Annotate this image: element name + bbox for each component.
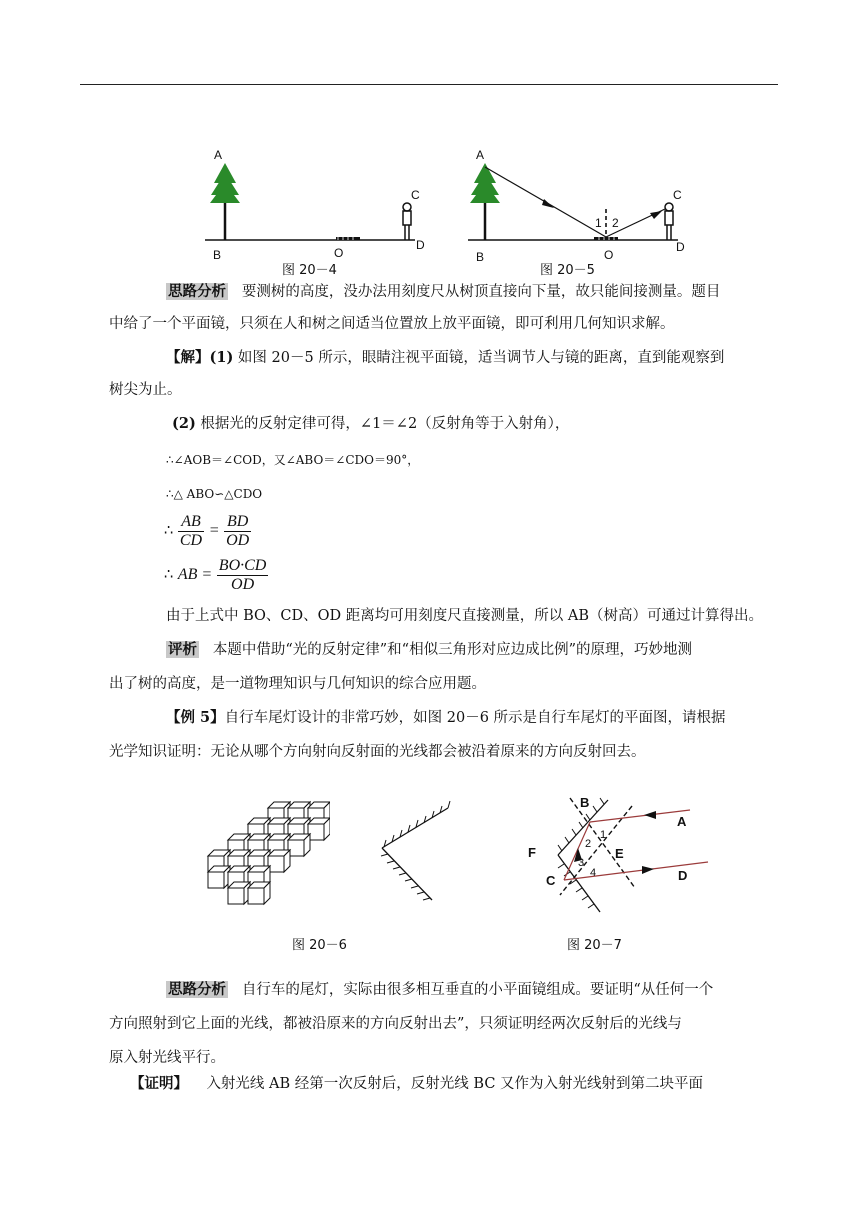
fig5-label-2: 2: [612, 216, 619, 230]
solution-text: 如图 20－5 所示，眼睛注视平面镜，适当调节人与镜的距离，直到能观察到: [237, 350, 725, 366]
figure-20-7: [520, 770, 720, 920]
fig4-label-a: A: [214, 148, 223, 162]
analysis-1-line-2: 中给了一个平面镜，只须在人和树之间适当位置放上放平面镜，即可利用几何知识求解。: [109, 316, 675, 332]
fig5-label-d: D: [676, 240, 685, 254]
figure-20-6-cubes: [200, 792, 330, 912]
example-5-tag: 【例 5】: [166, 709, 225, 726]
fig5-label-a: A: [476, 148, 485, 162]
therefore-symbol: ∴: [164, 523, 174, 539]
figure-20-4-caption: 图 20－4: [282, 263, 337, 278]
header-rule: [80, 84, 778, 85]
fig7-label-a: A: [677, 814, 687, 829]
fig4-label-o: O: [334, 246, 344, 260]
analysis-2-line-1: [166, 980, 713, 1000]
solution-part-2: [172, 414, 569, 434]
analysis-1-text: 要测树的高度，没办法用刻度尺从树顶直接向下量，故只能间接测量。题目: [241, 284, 721, 300]
solution-part-2-tag: (2): [172, 415, 196, 432]
comment-tag: 评析: [168, 641, 197, 658]
analysis-tag: 思路分析: [168, 981, 226, 998]
therefore-similar: ∴△ ABO∽△CDO: [166, 487, 263, 501]
figure-20-6-reflector: [370, 800, 460, 910]
fig7-label-4: 4: [590, 867, 597, 879]
fraction-bd-od: [224, 513, 251, 550]
fig7-label-d: D: [678, 868, 688, 883]
therefore-symbol: ∴: [164, 567, 174, 583]
proof-tag: 【证明】: [130, 1075, 188, 1092]
comment-line-1: [166, 640, 692, 660]
equals-sign: =: [208, 522, 220, 539]
analysis-2-line-3: 原入射光线平行。: [109, 1050, 225, 1066]
fig7-label-1: 1: [600, 829, 607, 841]
fraction-ab-cd: [178, 513, 204, 550]
proof-line-1: [130, 1074, 703, 1094]
fig5-label-c: C: [673, 188, 682, 202]
cube-shape: [228, 882, 250, 904]
ratio-equation: [164, 510, 251, 552]
fig7-label-b: B: [580, 795, 590, 810]
fraction-denominator: CD: [179, 531, 203, 549]
fraction-denominator: OD: [231, 575, 255, 593]
fig7-label-f: F: [528, 845, 536, 860]
cube-shape: [308, 818, 330, 840]
conclusion-text: 由于上式中 BO、CD、OD 距离均可用刻度尺直接测量，所以 AB（树高）可通过计算得出。: [166, 608, 763, 624]
fig7-label-2: 2: [585, 838, 592, 850]
fraction-denominator: OD: [226, 531, 250, 549]
solution-line-2: 树尖为止。: [109, 382, 182, 398]
ab-equals: AB =: [177, 566, 213, 583]
solution-line-1: [166, 348, 724, 368]
fig5-label-b: B: [476, 250, 485, 264]
fraction-bocd-od: [217, 557, 269, 594]
proof-text: 入射光线 AB 经第一次反射后，反射光线 BC 又作为入射光线射到第二块平面: [206, 1076, 704, 1092]
fraction-numerator: BO·CD: [218, 556, 267, 574]
fig4-label-b: B: [213, 248, 222, 262]
analysis-tag: 思路分析: [168, 283, 226, 300]
figure-20-4: [200, 145, 440, 270]
figure-20-6-caption: 图 20－6: [292, 938, 347, 953]
fraction-numerator: AB: [178, 513, 204, 532]
fig7-label-e: E: [615, 846, 624, 861]
cube-shape: [208, 866, 230, 888]
cube-shape: [268, 850, 290, 872]
fig5-label-o: O: [604, 248, 614, 262]
cube-shape: [248, 882, 270, 904]
figure-20-5: [460, 145, 700, 270]
analysis-2-text: 自行车的尾灯，实际由很多相互垂直的小平面镜组成。要证明“从任何一个: [241, 982, 714, 998]
solution-part-2-text: 根据光的反射定律可得，∠1＝∠2（反射角等于入射角），: [200, 416, 570, 432]
analysis-1-line-1: [166, 282, 720, 302]
height-equation: [164, 554, 268, 596]
fig7-label-c: C: [546, 873, 556, 888]
fig4-label-d: D: [416, 238, 425, 252]
fraction-numerator: BD: [224, 513, 251, 532]
fig4-label-c: C: [411, 188, 420, 202]
solution-tag: 【解】(1): [166, 349, 234, 366]
fig7-label-3: 3: [578, 857, 585, 869]
therefore-angles: ∴∠AOB＝∠COD，又∠ABO＝∠CDO＝90°，: [166, 453, 420, 467]
figure-20-5-caption: 图 20－5: [540, 263, 595, 278]
analysis-2-line-2: 方向照射到它上面的光线，都被沿原来的方向反射出去”，只须证明经两次反射后的光线与: [109, 1016, 682, 1032]
example-5-line-2: 光学知识证明：无论从哪个方向射向反射面的光线都会被沿着原来的方向反射回去。: [109, 744, 646, 760]
figure-20-7-caption: 图 20－7: [567, 938, 622, 953]
comment-text: 本题中借助“光的反射定律”和“相似三角形对应边成比例”的原理，巧妙地测: [212, 642, 692, 658]
example-5-line-1: [166, 708, 726, 728]
comment-line-2: 出了树的高度，是一道物理知识与几何知识的综合应用题。: [109, 676, 486, 692]
cube-shape: [288, 834, 310, 856]
fig5-label-1: 1: [595, 216, 602, 230]
example-5-text: 自行车尾灯设计的非常巧妙，如图 20－6 所示是自行车尾灯的平面图，请根据: [224, 710, 726, 726]
